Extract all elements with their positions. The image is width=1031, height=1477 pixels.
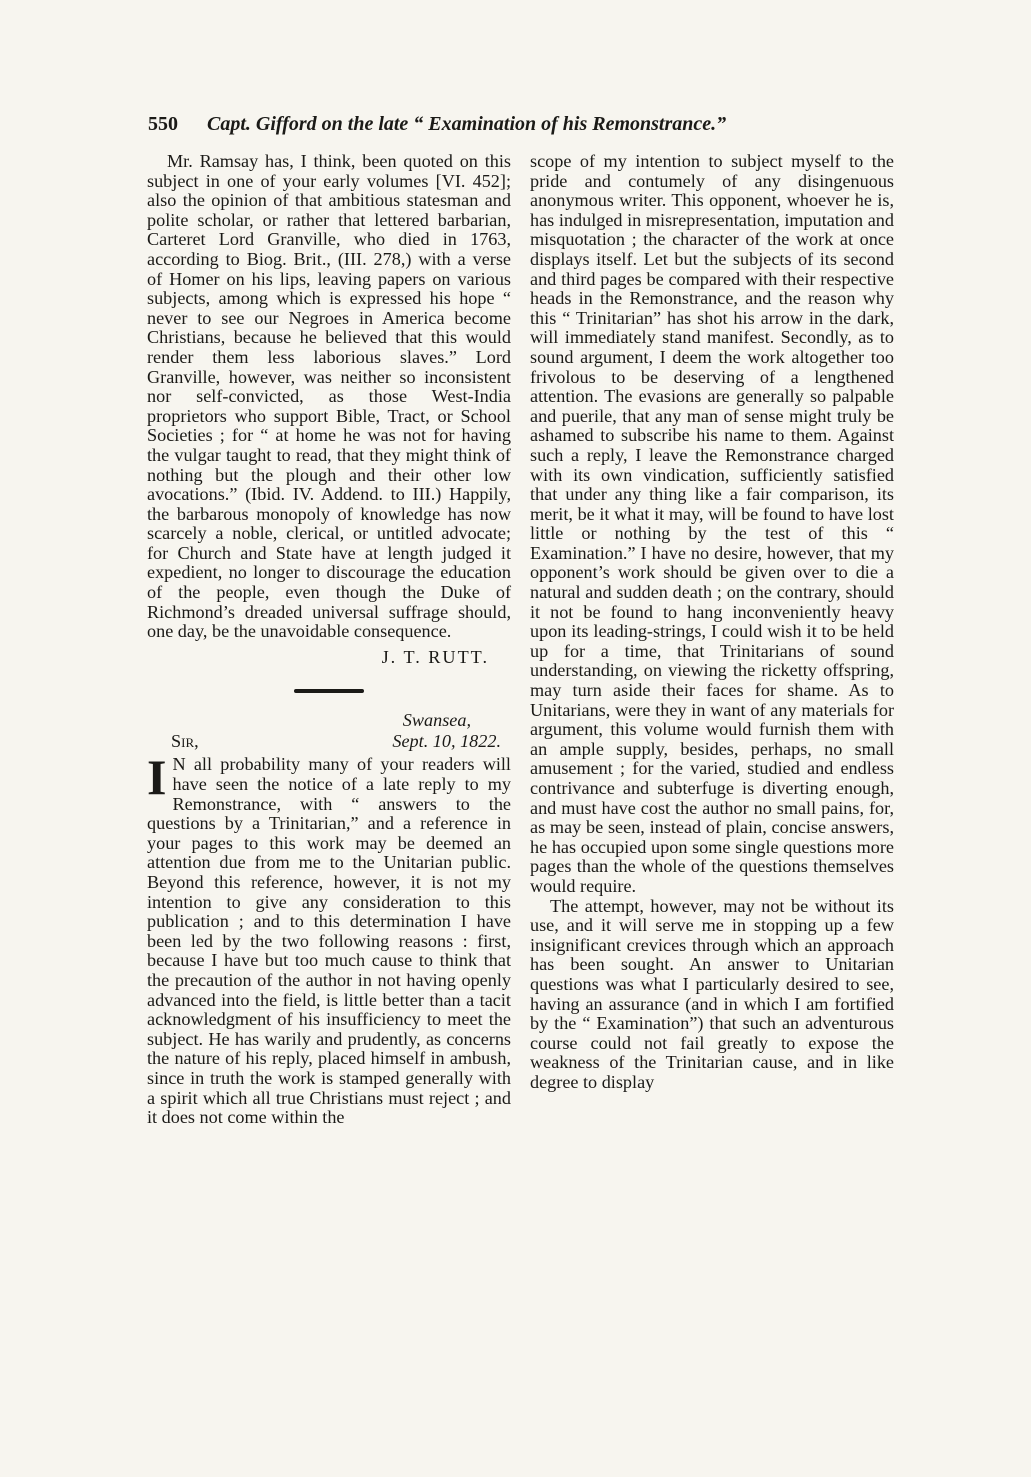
running-header (148, 112, 908, 136)
dateline-date: Sept. 10, 1822. (392, 731, 501, 752)
ramsay-paragraph: Mr. Ramsay has, I think, been quoted on this subject in one of your early volumes [VI. 452]; also the opinion of that ambitious statesman and polite scholar, or rather that lettered barbarian, Carteret Lord Granville, who died in 1763, according to Biog. Brit., (III. 278,) with a verse of Homer on his lips, leaving papers on various subjects, among which is expressed his hope “ never to see our Negroes in America become Christians, because he believed that this would render them less laborious slaves.” Lord Granville, however, was neither so inconsistent nor self-convicted, as those West-India proprietors who support Bible, Tract, or School Societies ; for “ at home he was not for having the vulgar taught to read, that they might think of nothing but the plough and their other low avocations.” (Ibid. IV. Addend. to III.) Happily, the barbarous monopoly of knowledge has now scarcely a noble, clerical, or untitled advocate; for Church and State have at length judged it expedient, no longer to discourage the education of the people, even though the Duke of Richmond’s dreaded universal suffrage should, one day, be the unavoidable consequence. (147, 151, 511, 642)
right-column (530, 152, 894, 1093)
letter-opening-text: N all probability many of your readers will have seen the notice of a late reply to my Remonstrance, with “ answers to the questions by a Trinitarian,” and a reference in your pages to this work may be deemed an attention due from me to the Unitarian public. Beyond this reference, however, it is not my intention to give any consideration to this publication ; and to this determination I have been led by the two following reasons : first, because I have but too much cause to think that the precaution of the author in not having openly advanced into the field, is little better than a tacit acknowledgment of his insufficiency to meet the subject. He has warily and prudently, as concerns the nature of his reply, placed himself in ambush, since in truth the work is stamped generally with a spirit which all true Christians must reject ; and it does not come within the (147, 754, 511, 1128)
page-number: 550 (148, 113, 178, 135)
letter-dateline (147, 711, 511, 755)
left-column (147, 152, 511, 1128)
attempt-paragraph: The attempt, however, may not be without its use, and it will serve me in stopping up a few insignificant crevices through which an approach has been sought. An answer to Unitarian questions was what I particularly desired to see, having an assurance (and in which I am fortified by the “ Examination”) that such an adventurous course could not fail greatly to expose the weakness of the Trinitarian cause, and in like degree to display (530, 895, 894, 1092)
continuation-paragraph: scope of my intention to subject myself to the pride and contumely of any disingenuous anonymous writer. This opponent, whoever he is, has indulged in misrepresentation, imputation and misquotation ; the character of the work at once displays itself. Let but the subjects of its second and third pages be compared with their respective heads in the Remonstrance, and the reason why this “ Trinitarian” has shot his arrow in the dark, will immediately stand manifest. Secondly, as to sound argument, I deem the work altogether too frivolous to be deserving of a lengthened attention. The evasions are generally so palpable and puerile, that any man of sense might truly be ashamed to subscribe his name to them. Against such a reply, I leave the Remonstrance charged with its own vindication, sufficiently satisfied that under any thing like a fair comparison, its merit, be it what it may, will be found to have lost little or nothing by the test of this “ Examination.” I have no desire, however, that my opponent’s work should be given over to die a natural and sudden death ; on the contrary, should it not be found to hang inconveniently heavy upon its leading-strings, I could wish it to be held up for a time, that Trinitarians of sound understanding, on viewing the ricketty offspring, may turn aside their faces for shame. As to Unitarians, were they in want of any materials for argument, this volume would furnish them with an ample supply, besides, perhaps, no small amusement ; for the varied, studied and endless contrivance and subterfuge is diverting enough, and must have cost the author no small pains, for, as may be seen, instead of plain, concise answers, he has occupied upon some single questions more pages than the whole of the questions themselves would require. (530, 151, 894, 896)
running-title: Capt. Gifford on the late “ Examination of his Remonstrance.” (207, 113, 727, 135)
drop-cap: I (147, 749, 167, 806)
signature-rutt: J. T. RUTT. (381, 646, 489, 667)
section-divider (294, 689, 364, 693)
letter-opening-paragraph (147, 749, 511, 1128)
dateline-place: Swansea, (402, 710, 471, 731)
salutation: Sir, (171, 731, 199, 752)
